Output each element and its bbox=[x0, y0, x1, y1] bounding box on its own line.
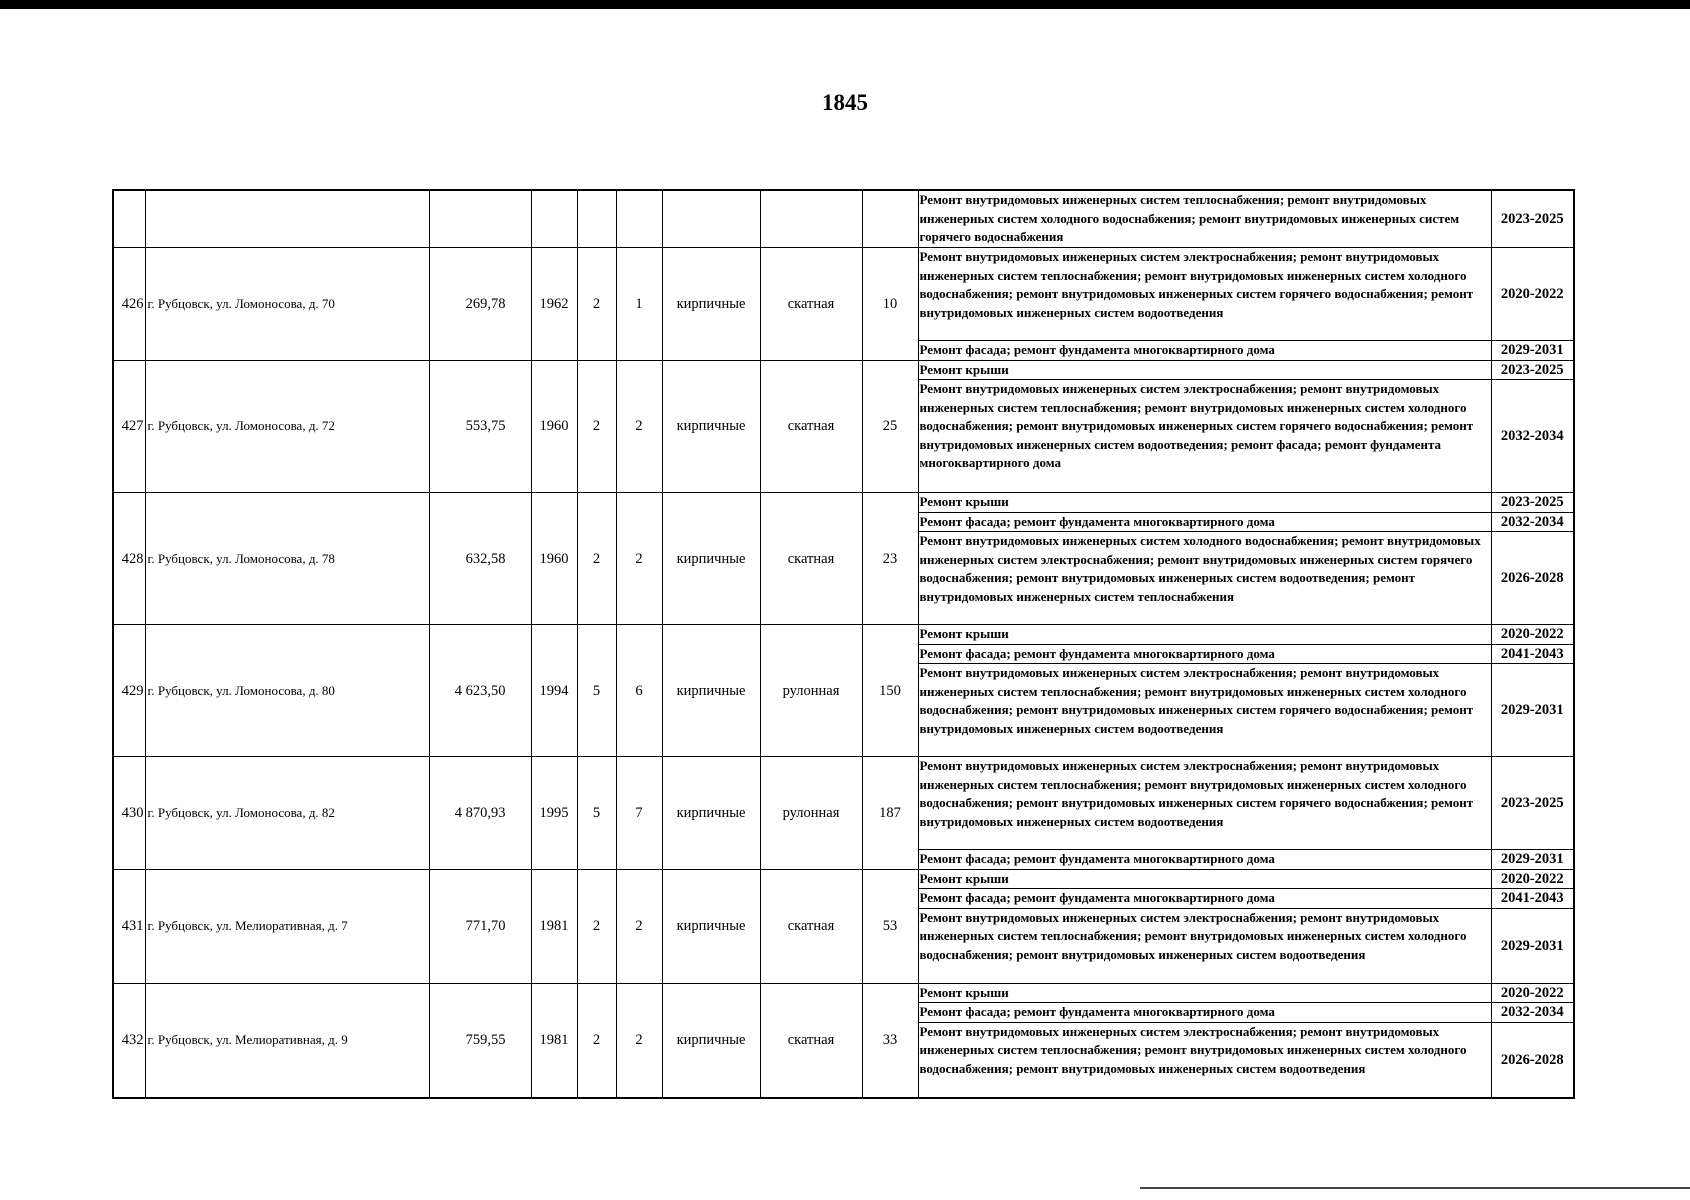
cell-roof-empty bbox=[760, 190, 862, 248]
bottom-scan-line bbox=[1140, 1187, 1690, 1189]
resident-count: 23 bbox=[862, 493, 918, 625]
work-description: Ремонт внутридомовых инженерных систем электроснабжения; ремонт внутридомовых инженерных систем теплоснабжения; ремонт внутридомовых инженерных систем холодного водоснабжения; ремонт внутридомовых инженерных систем водоотведения bbox=[918, 1022, 1491, 1098]
row-number: 428 bbox=[113, 493, 145, 625]
work-description: Ремонт внутридомовых инженерных систем теплоснабжения; ремонт внутридомовых инженерных систем холодного водоснабжения; ремонт внутридомовых инженерных систем горячего водоснабжения bbox=[918, 190, 1491, 248]
roof-type: скатная bbox=[760, 360, 862, 493]
wall-material: кирпичные bbox=[662, 757, 760, 870]
work-period: 2032-2034 bbox=[1491, 1003, 1574, 1023]
work-description: Ремонт фасада; ремонт фундамента многоквартирного дома bbox=[918, 644, 1491, 664]
cell-area-empty bbox=[429, 190, 531, 248]
build-year: 1994 bbox=[531, 625, 577, 757]
roof-type: скатная bbox=[760, 493, 862, 625]
work-description: Ремонт внутридомовых инженерных систем электроснабжения; ремонт внутридомовых инженерных систем теплоснабжения; ремонт внутридомовых инженерных систем холодного водоснабжения; ремонт внутридомовых инженерных систем водоотведения bbox=[918, 908, 1491, 983]
building-area: 632,58 bbox=[429, 493, 531, 625]
work-description: Ремонт внутридомовых инженерных систем электроснабжения; ремонт внутридомовых инженерных систем теплоснабжения; ремонт внутридомовых инженерных систем холодного водоснабжения; ремонт внутридомовых инженерных систем горячего водоснабжения; ремонт внутридомовых инженерных систем водоотведения; ремонт фасада; ремонт фундамента многоквартирного дома bbox=[918, 380, 1491, 493]
resident-count: 187 bbox=[862, 757, 918, 870]
work-period: 2023-2025 bbox=[1491, 757, 1574, 850]
building-address: г. Рубцовск, ул. Ломоносова, д. 82 bbox=[145, 757, 429, 870]
building-address: г. Рубцовск, ул. Ломоносова, д. 80 bbox=[145, 625, 429, 757]
floor-count: 2 bbox=[577, 493, 616, 625]
wall-material: кирпичные bbox=[662, 360, 760, 493]
table-row bbox=[113, 190, 1574, 248]
roof-type: рулонная bbox=[760, 757, 862, 870]
work-period: 2026-2028 bbox=[1491, 532, 1574, 625]
floor-count: 2 bbox=[577, 248, 616, 361]
row-number: 429 bbox=[113, 625, 145, 757]
work-description: Ремонт внутридомовых инженерных систем электроснабжения; ремонт внутридомовых инженерных систем теплоснабжения; ремонт внутридомовых инженерных систем холодного водоснабжения; ремонт внутридомовых инженерных систем горячего водоснабжения; ремонт внутридомовых инженерных систем водоотведения bbox=[918, 757, 1491, 850]
floor-count: 5 bbox=[577, 625, 616, 757]
build-year: 1960 bbox=[531, 493, 577, 625]
entrance-count: 2 bbox=[616, 360, 662, 493]
wall-material: кирпичные bbox=[662, 983, 760, 1098]
page-number: 1845 bbox=[822, 90, 868, 115]
row-number: 431 bbox=[113, 869, 145, 983]
table-row bbox=[113, 625, 1574, 645]
building-area: 553,75 bbox=[429, 360, 531, 493]
roof-type: рулонная bbox=[760, 625, 862, 757]
build-year: 1962 bbox=[531, 248, 577, 361]
work-description: Ремонт внутридомовых инженерных систем холодного водоснабжения; ремонт внутридомовых инженерных систем электроснабжения; ремонт внутридомовых инженерных систем горячего водоснабжения; ремонт внутридомовых инженерных систем водоотведения; ремонт внутридомовых инженерных систем теплоснабжения bbox=[918, 532, 1491, 625]
roof-type: скатная bbox=[760, 869, 862, 983]
cell-residents-empty bbox=[862, 190, 918, 248]
work-description: Ремонт крыши bbox=[918, 625, 1491, 645]
work-period: 2020-2022 bbox=[1491, 869, 1574, 889]
table-row bbox=[113, 248, 1574, 341]
work-period: 2041-2043 bbox=[1491, 889, 1574, 909]
build-year: 1981 bbox=[531, 869, 577, 983]
floor-count: 2 bbox=[577, 869, 616, 983]
work-period: 2029-2031 bbox=[1491, 908, 1574, 983]
work-description: Ремонт крыши bbox=[918, 869, 1491, 889]
work-description: Ремонт внутридомовых инженерных систем электроснабжения; ремонт внутридомовых инженерных систем теплоснабжения; ремонт внутридомовых инженерных систем холодного водоснабжения; ремонт внутридомовых инженерных систем горячего водоснабжения; ремонт внутридомовых инженерных систем водоотведения bbox=[918, 664, 1491, 757]
row-number: 430 bbox=[113, 757, 145, 870]
work-period: 2023-2025 bbox=[1491, 360, 1574, 380]
wall-material: кирпичные bbox=[662, 493, 760, 625]
table-row bbox=[113, 757, 1574, 850]
entrance-count: 2 bbox=[616, 869, 662, 983]
resident-count: 10 bbox=[862, 248, 918, 361]
row-number: 427 bbox=[113, 360, 145, 493]
floor-count: 2 bbox=[577, 983, 616, 1098]
capital-repair-table bbox=[112, 189, 1575, 1099]
work-description: Ремонт фасада; ремонт фундамента многоквартирного дома bbox=[918, 850, 1491, 870]
building-area: 759,55 bbox=[429, 983, 531, 1098]
building-area: 4 870,93 bbox=[429, 757, 531, 870]
work-description: Ремонт фасада; ремонт фундамента многоквартирного дома bbox=[918, 512, 1491, 532]
work-period: 2023-2025 bbox=[1491, 493, 1574, 513]
building-address: г. Рубцовск, ул. Ломоносова, д. 70 bbox=[145, 248, 429, 361]
work-description: Ремонт крыши bbox=[918, 983, 1491, 1003]
work-period: 2029-2031 bbox=[1491, 850, 1574, 870]
entrance-count: 7 bbox=[616, 757, 662, 870]
work-period: 2032-2034 bbox=[1491, 380, 1574, 493]
work-period: 2026-2028 bbox=[1491, 1022, 1574, 1098]
cell-year-empty bbox=[531, 190, 577, 248]
row-number: 432 bbox=[113, 983, 145, 1098]
building-address: г. Рубцовск, ул. Мелиоративная, д. 7 bbox=[145, 869, 429, 983]
cell-walls-empty bbox=[662, 190, 760, 248]
work-description: Ремонт внутридомовых инженерных систем электроснабжения; ремонт внутридомовых инженерных систем теплоснабжения; ремонт внутридомовых инженерных систем холодного водоснабжения; ремонт внутридомовых инженерных систем горячего водоснабжения; ремонт внутридомовых инженерных систем водоотведения bbox=[918, 248, 1491, 341]
resident-count: 150 bbox=[862, 625, 918, 757]
work-period: 2020-2022 bbox=[1491, 983, 1574, 1003]
entrance-count: 2 bbox=[616, 493, 662, 625]
work-description: Ремонт фасада; ремонт фундамента многоквартирного дома bbox=[918, 889, 1491, 909]
cell-num-empty bbox=[113, 190, 145, 248]
build-year: 1960 bbox=[531, 360, 577, 493]
wall-material: кирпичные bbox=[662, 869, 760, 983]
building-address: г. Рубцовск, ул. Ломоносова, д. 78 bbox=[145, 493, 429, 625]
work-period: 2023-2025 bbox=[1491, 190, 1574, 248]
row-number: 426 bbox=[113, 248, 145, 361]
building-address: г. Рубцовск, ул. Мелиоративная, д. 9 bbox=[145, 983, 429, 1098]
work-period: 2041-2043 bbox=[1491, 644, 1574, 664]
table-row bbox=[113, 360, 1574, 380]
table-row bbox=[113, 869, 1574, 889]
entrance-count: 6 bbox=[616, 625, 662, 757]
top-border-bar bbox=[0, 0, 1690, 9]
work-period: 2032-2034 bbox=[1491, 512, 1574, 532]
building-area: 269,78 bbox=[429, 248, 531, 361]
work-description: Ремонт крыши bbox=[918, 360, 1491, 380]
floor-count: 2 bbox=[577, 360, 616, 493]
roof-type: скатная bbox=[760, 983, 862, 1098]
work-description: Ремонт фасада; ремонт фундамента многоквартирного дома bbox=[918, 341, 1491, 361]
work-period: 2029-2031 bbox=[1491, 341, 1574, 361]
cell-address-empty bbox=[145, 190, 429, 248]
work-description: Ремонт крыши bbox=[918, 493, 1491, 513]
entrance-count: 1 bbox=[616, 248, 662, 361]
building-address: г. Рубцовск, ул. Ломоносова, д. 72 bbox=[145, 360, 429, 493]
roof-type: скатная bbox=[760, 248, 862, 361]
resident-count: 33 bbox=[862, 983, 918, 1098]
work-period: 2020-2022 bbox=[1491, 248, 1574, 341]
build-year: 1995 bbox=[531, 757, 577, 870]
table-row bbox=[113, 493, 1574, 513]
entrance-count: 2 bbox=[616, 983, 662, 1098]
cell-entrances-empty bbox=[616, 190, 662, 248]
resident-count: 53 bbox=[862, 869, 918, 983]
wall-material: кирпичные bbox=[662, 625, 760, 757]
wall-material: кирпичные bbox=[662, 248, 760, 361]
building-area: 4 623,50 bbox=[429, 625, 531, 757]
floor-count: 5 bbox=[577, 757, 616, 870]
build-year: 1981 bbox=[531, 983, 577, 1098]
work-description: Ремонт фасада; ремонт фундамента многоквартирного дома bbox=[918, 1003, 1491, 1023]
work-period: 2020-2022 bbox=[1491, 625, 1574, 645]
table-row bbox=[113, 983, 1574, 1003]
work-period: 2029-2031 bbox=[1491, 664, 1574, 757]
resident-count: 25 bbox=[862, 360, 918, 493]
building-area: 771,70 bbox=[429, 869, 531, 983]
cell-floors-empty bbox=[577, 190, 616, 248]
